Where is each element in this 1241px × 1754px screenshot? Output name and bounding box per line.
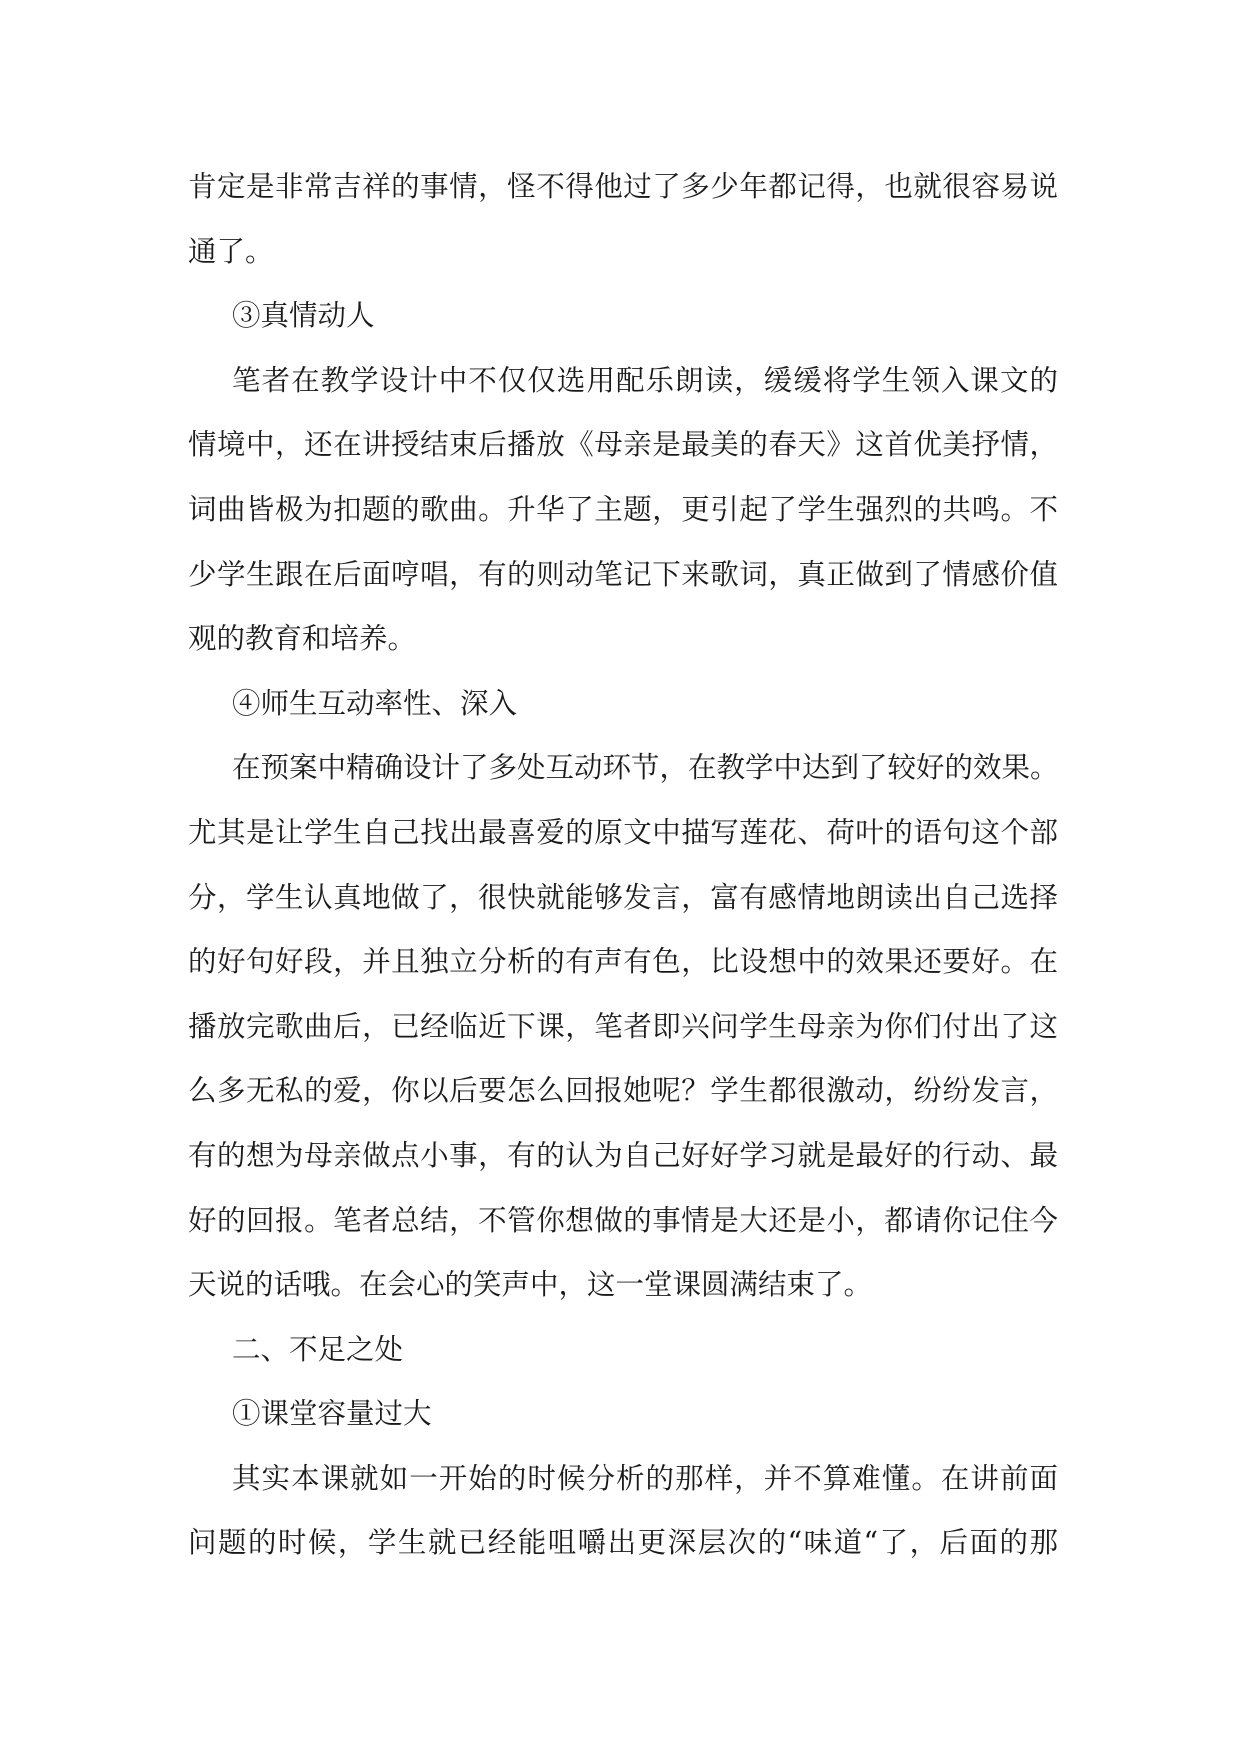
text-line: 其实本课就如一开始的时候分析的那样，并不算难懂。在讲前面: [232, 1461, 1058, 1495]
text-line: 播放完歌曲后，已经临近下课，笔者即兴问学生母亲为你们付出了这: [188, 1009, 1058, 1043]
text-line: 天说的话哦。在会心的笑声中，这一堂课圆满结束了。: [188, 1268, 873, 1302]
text-line: 问题的时候，学生就已经能咀嚼出更深层次的“味道“了，后面的那: [188, 1526, 1058, 1560]
text-line: ①课堂容量过大: [232, 1397, 432, 1431]
text-line: 少学生跟在后面哼唱，有的则动笔记下来歌词，真正做到了情感价值: [188, 557, 1058, 591]
text-line: 笔者在教学设计中不仅仅选用配乐朗读，缓缓将学生领入课文的: [232, 363, 1058, 397]
text-line: 词曲皆极为扣题的歌曲。升华了主题，更引起了学生强烈的共鸣。不: [188, 492, 1058, 526]
text-line: ④师生互动率性、深入: [232, 686, 518, 720]
text-line: 么多无私的爱，你以后要怎么回报她呢？学生都很激动，纷纷发言，: [188, 1074, 1058, 1108]
text-line: 分，学生认真地做了，很快就能够发言，富有感情地朗读出自己选择: [188, 880, 1058, 914]
text-line: 尤其是让学生自己找出最喜爱的原文中描写莲花、荷叶的语句这个部: [188, 815, 1058, 849]
text-line: 情境中，还在讲授结束后播放《母亲是最美的春天》这首优美抒情，: [188, 428, 1058, 462]
text-line: 通了。: [188, 234, 274, 268]
text-line: 在预案中精确设计了多处互动环节，在教学中达到了较好的效果。: [232, 751, 1059, 785]
text-line: 二、不足之处: [232, 1332, 404, 1366]
text-line: 的好句好段，并且独立分析的有声有色，比设想中的效果还要好。在: [188, 945, 1058, 979]
text-line: 好的回报。笔者总结，不管你想做的事情是大还是小，都请你记住今: [188, 1203, 1058, 1237]
text-line: ③真情动人: [232, 299, 375, 333]
text-line: 观的教育和培养。: [188, 622, 417, 656]
text-line: 有的想为母亲做点小事，有的认为自己好好学习就是最好的行动、最: [188, 1138, 1058, 1172]
document-body: [188, 155, 1058, 1576]
text-line: 肯定是非常吉祥的事情，怪不得他过了多少年都记得，也就很容易说: [188, 170, 1058, 203]
